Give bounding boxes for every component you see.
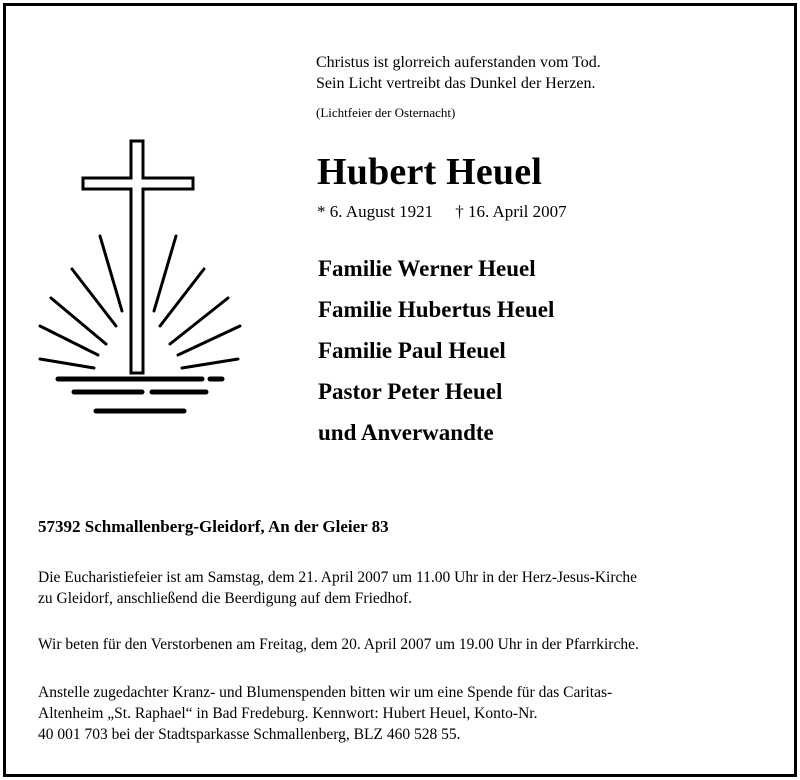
birth-date: * 6. August 1921	[317, 202, 434, 221]
donation-line: 40 001 703 bei der Stadtsparkasse Schmallenberg, BLZ 460 528 55.	[38, 726, 461, 743]
mourner-item: und Anverwandte	[318, 420, 494, 445]
funeral-line: Die Eucharistiefeier ist am Samstag, dem 21. April 2007 um 11.00 Uhr in der Herz-Jesus-Kirche	[38, 569, 638, 586]
funeral-paragraph	[38, 567, 768, 609]
deceased-name: Hubert Heuel	[317, 151, 543, 193]
funeral-line: zu Gleidorf, anschließend die Beerdigung auf dem Friedhof.	[38, 590, 413, 607]
death-date: † 16. April 2007	[455, 202, 567, 221]
family-address: 57392 Schmallenberg-Gleidorf, An der Gleier 83	[38, 517, 389, 536]
prayer-line: Wir beten für den Verstorbenen am Freitag, dem 20. April 2007 um 19.00 Uhr in der Pfarrkirche.	[38, 636, 639, 653]
life-dates	[317, 201, 567, 223]
mourner-list	[318, 248, 554, 453]
cross-sunrise-icon	[34, 136, 254, 421]
motto-source: (Lichtfeier der Osternacht)	[316, 105, 456, 120]
donation-line: Altenheim „St. Raphael“ in Bad Fredeburg. Kennwort: Hubert Heuel, Konto-Nr.	[38, 705, 538, 722]
mourner-item: Familie Hubertus Heuel	[318, 297, 555, 322]
prayer-paragraph	[38, 634, 768, 655]
motto-line-2: Sein Licht vertreibt das Dunkel der Herzen.	[316, 75, 596, 92]
mourner-item: Familie Werner Heuel	[318, 256, 536, 281]
obituary-frame	[3, 3, 797, 777]
donation-line: Anstelle zugedachter Kranz- und Blumenspenden bitten wir um eine Spende für das Caritas-	[38, 684, 613, 701]
mourner-item: Familie Paul Heuel	[318, 338, 506, 363]
mourner-item: Pastor Peter Heuel	[318, 379, 503, 404]
donation-paragraph	[38, 682, 768, 745]
motto-verse	[316, 52, 601, 94]
motto-line-1: Christus ist glorreich auferstanden vom Tod.	[316, 54, 601, 71]
